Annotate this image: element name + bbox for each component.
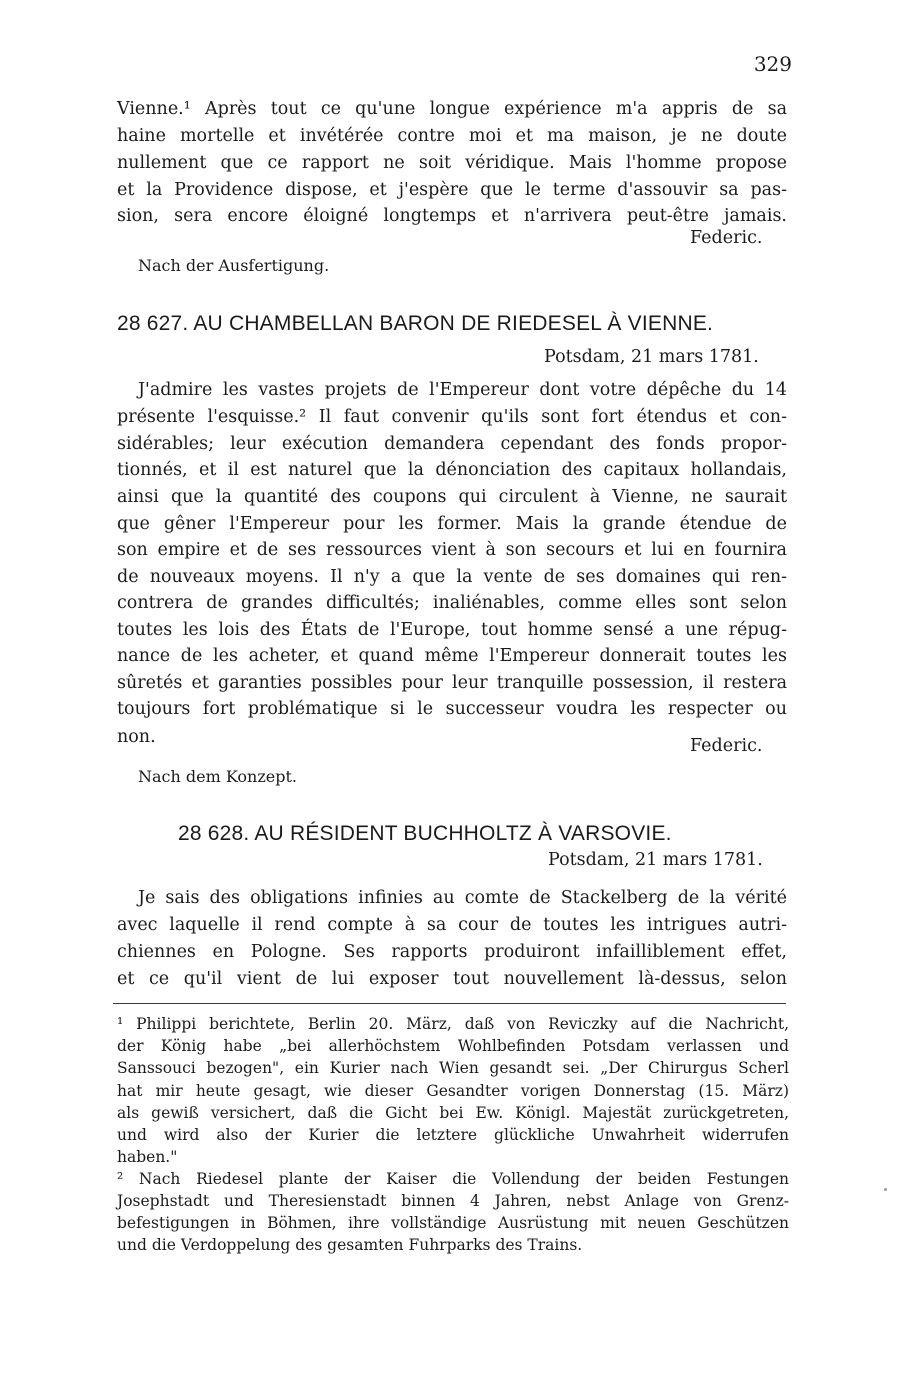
text-line: Vienne.¹ Après tout ce qu'une longue expérience m'a appris de sa (117, 99, 787, 119)
footnote-line: und die Verdoppelung des gesamten Fuhrparks des Trains. (117, 1236, 583, 1254)
text-line: et ce qu'il vient de lui exposer tout nouvellement là-dessus, selon (117, 969, 787, 989)
text-line: tionnés, et il est naturel que la dénonciation des capitaux hollandais, (117, 460, 787, 480)
text-line: sidérables; leur exécution demandera cependant des fonds propor- (117, 434, 787, 454)
page-number: 329 (753, 52, 792, 76)
footnote-line: ² Nach Riedesel plante der Kaiser die Vollendung der beiden Festungen (117, 1170, 789, 1188)
text-line: nance de les acheter, et quand même l'Empereur donnerait toutes les (117, 646, 787, 666)
source-note: Nach der Ausfertigung. (138, 256, 330, 275)
footnote-line: befestigungen in Böhmen, ihre vollständige Ausrüstung mit neuen Geschützen (117, 1214, 789, 1232)
source-note: Nach dem Konzept. (138, 767, 297, 786)
text-line: toujours fort problématique si le successeur voudra les respecter ou (117, 699, 787, 719)
footnote-line: Josephstadt und Theresienstadt binnen 4 Jahren, nebst Anlage von Grenz- (117, 1192, 789, 1210)
text-line: que gêner l'Empereur pour les former. Mais la grande étendue de (117, 514, 787, 534)
text-line: nullement que ce rapport ne soit véridique. Mais l'homme propose (117, 153, 787, 173)
text-line: sion, sera encore éloigné longtemps et n'arrivera peut-être jamais. (117, 206, 787, 226)
dateline: Potsdam, 21 mars 1781. (548, 850, 763, 870)
footnote-line: hat mir heute gesagt, wie dieser Gesandter vorigen Donnerstag (15. März) (117, 1082, 789, 1100)
letter-heading: 28 628. AU RÉSIDENT BUCHHOLTZ À VARSOVIE. (178, 822, 672, 845)
text-line: et la Providence dispose, et j'espère que le terme d'assouvir sa pas- (117, 180, 787, 200)
text-line: avec laquelle il rend compte à sa cour de toutes les intrigues autri- (117, 915, 787, 935)
text-line: haine mortelle et invétérée contre moi et ma maison, je ne doute (117, 126, 787, 146)
footnote-line: der König habe „bei allerhöchstem Wohlbefinden Potsdam verlassen und (117, 1037, 789, 1055)
footnote-line: ¹ Philippi berichtete, Berlin 20. März, daß von Reviczky auf die Nachricht, (117, 1015, 789, 1033)
text-line: Je sais des obligations infinies au comte de Stackelberg de la vérité (138, 888, 787, 908)
text-line: J'admire les vastes projets de l'Empereur dont votre dépêche du 14 (138, 380, 787, 400)
letter-heading: 28 627. AU CHAMBELLAN BARON DE RIEDESEL À VIENNE. (117, 312, 714, 335)
footnote-line: Sanssouci bezogen", ein Kurier nach Wien gesandt sei. „Der Chirurgus Scherl (117, 1059, 789, 1077)
text-line: ainsi que la quantité des coupons qui circulent à Vienne, ne saurait (117, 487, 787, 507)
text-line: contrera de grandes difficultés; inaliénables, comme elles sont selon (117, 593, 787, 613)
footnote-divider (113, 1003, 786, 1004)
text-line: de nouveaux moyens. Il n'y a que la vente de ses domaines qui ren- (117, 567, 787, 587)
dateline: Potsdam, 21 mars 1781. (544, 347, 759, 367)
text-line: toutes les lois des États de l'Europe, tout homme sensé a une répug- (117, 620, 787, 640)
text-line: chiennes en Pologne. Ses rapports produiront infailliblement effet, (117, 942, 787, 962)
footnote-line: als gewiß versichert, daß die Gicht bei Ew. Königl. Majestät zurückgetreten, (117, 1104, 789, 1122)
text-line: présente l'esquisse.² Il faut convenir qu'ils sont fort étendus et con- (117, 407, 787, 427)
signature: Federic. (690, 736, 763, 756)
footnote-line: haben." (117, 1148, 178, 1166)
footnote-line: und wird also der Kurier die letztere glückliche Unwahrheit widerrufen (117, 1126, 789, 1144)
text-line: sûretés et garanties possibles pour leur tranquille possession, il restera (117, 673, 787, 693)
signature: Federic. (690, 228, 763, 248)
text-line: son empire et de ses ressources vient à son secours et lui en fournira (117, 540, 787, 560)
scan-speck (884, 1188, 887, 1191)
text-line: non. (117, 727, 156, 747)
